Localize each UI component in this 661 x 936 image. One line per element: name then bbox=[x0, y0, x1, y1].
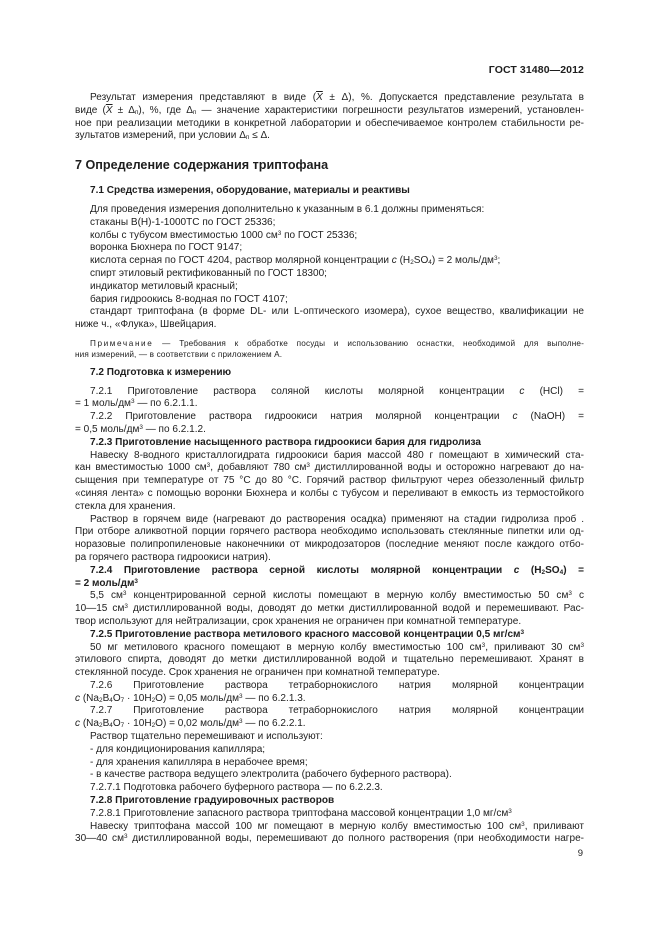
section-7-1: 7.1 Средства измерения, оборудование, материалы и реактивы Для проведения измерения дополнительно к указанным в 6.1 должны применяться: стаканы В(Н)-1-1000ТС по ГОСТ 25336; колбы с тубусом вместимостью 1000 $см^3$ по ГОСТ 25336; воронка Бюхнера по ГОСТ 9147; кислота серная по ГОСТ 4204, раствор молярной концентрации c $(H_2SO_4) = 2$ моль/$дм^3$; спирт этиловый ректификованный по ГОСТ 18300; индикатор метиловый красный; бария гидроокись 8-водная по ГОСТ 4107; стандарт триптофана (в форме DL- или L-оптического изомера), сухое вещество, квалификации не ниже ч., «Флука», Швейцария. bbox=[75, 185, 584, 331]
list-item: - для кондиционирования капилляра; bbox=[90, 743, 266, 755]
list-item: бария гидроокись 8-водная по ГОСТ 4107; bbox=[90, 293, 288, 305]
list-item: стандарт триптофана (в форме DL- или L-оптического изомера), сухое вещество, квалификации не bbox=[90, 306, 584, 318]
list-item: кислота серная по ГОСТ 4204, раствор молярной концентрации c $(H_2SO_4) = 2$ моль/$дм^3$; bbox=[90, 255, 501, 267]
section-7-2-5-title: 7.2.5 Приготовление раствора метилового красного массовой концентрации 0,5 $мг/см^3$ bbox=[90, 628, 525, 640]
section-7-2: 7.2 Подготовка к измерению 7.2.1 Приготовление раствора соляной кислоты молярной концентрации c (HCl) = = 1 моль/$дм^3$ — по 6.2.1.1. 7.2.2 Приготовление раствора гидроокиси натрия молярной концентрации c (NaOH) = = 0,5 моль/$дм^3$ — по 6.2.1.2. 7.2.3 Приготовление насыщенного раствора гидроокиси бария для гидролиза Навеску 8-водного кристаллогидрата гидроокиси бария массой 480 г помещают в химический ста- кан вместимостью 1000 $см^3$, добавляют 780 $см^3$ дистиллированной воды и осторожно нагревают до на- сыщения при температуре от 75 °С до 80 °С. Горячий раствор фильтруют через обеззоленный фильтр «синяя лента» с помощью воронки Бюхнера и колбы с тубусом и переливают в емкость из термостойкого стекла для хранения. Раствор в горячем виде (нагревают до растворения осадка) применяют на стадии гидролиза проб . При отборе аликвотной порции горячего раствора необходимо использовать стеклянные пипетки или од- норазовые полипропиленовые наконечники от микродозаторов (последние меняют после каждого отбо- ра горячего раствора гидроокиси натрия). 7.2.4 Приготовление раствора серной кислоты молярной концентрации c $(H_2SO_4)$ = = 2 моль/$дм^3$ 5,5 $см^3$ концентрированной серной кислоты помещают в мерную колбу вместимостью 50 $см^3$ с 10—15 $см^3$ дистиллированной воды, доводят до метки дистиллированной водой и перемешивают. Рас- твор используют для нейтрализации, срок хранения не ограничен при комнатной температуре. 7.2.5 Приготовление раствора метилового красного массовой концентрации 0,5 $мг/см^3$ 50 мг метилового красного помещают в мерную колбу вместимостью 100 $см^3$, приливают 30 $см^3$ этилового спирта, доводят до метки дистиллированной водой и тщательно перемешивают. Хранят в стеклянной посуде. Срок хранения не ограничен при комнатной температуре. 7.2.6 Приготовление раствора тетраборнокислого натрия молярной концентрации c $(Na_2B_4O_7 \cdot 10H_2O) = 0,05$ моль/$дм^3$ — по 6.2.1.3. 7.2.7 Приготовление раствора тетраборнокислого натрия молярной концентрации c $(Na_2B_4O_7 \cdot 10H_2O) = 0,02$ моль/$дм^3$ — по 6.2.2.1. Раствор тщательно перемешивают и используют: - для кондиционирования капилляра; - для хранения капилляра в нерабочее время; - в качестве раствора ведущего электролита (рабочего буферного раствора). 7.2.7.1 Подготовка рабочего буферного раствора — по 6.2.2.3. 7.2.8 Приготовление градуировочных растворов 7.2.8.1 Приготовление запасного раствора триптофана массовой концентрации 1,0 $мг/см^3$ Навеску триптофана массой 100 мг помещают в мерную колбу вместимостью 100 $см^3$, приливают 30—40 $см^3$ дистиллированной воды, перемешивают до полного растворения (при необходимости нагре- bbox=[75, 366, 584, 845]
document-header: ГОСТ 31480—2012 bbox=[488, 64, 584, 76]
list-item: индикатор метиловый красный; bbox=[90, 280, 238, 292]
note-label: Примечание bbox=[90, 338, 154, 348]
section-7-2-3-title: 7.2.3 Приготовление насыщенного раствора гидроокиси бария для гидролиза bbox=[90, 436, 481, 448]
list-item: - в качестве раствора ведущего электролита (рабочего буферного раствора). bbox=[90, 769, 452, 781]
section-7-2-4-title: 7.2.4 Приготовление раствора серной кислоты молярной концентрации c $(H_2SO_4)$ = bbox=[90, 564, 584, 576]
intro-paragraph: Результат измерения представляют в виде $(\overline{X} \pm \Delta)$, %. Допускается представление результата в виде $(\overline{X} \pm \Delta_п)$, %, где $\Delta_п$ — значение характеристики погрешности результатов измерений, установлен- ное при реализации методики в конкретной лаборатории и обеспечиваемое контролем стабильности ре- зультатов измерений, при условии $\Delta_п \le \Delta$. bbox=[75, 92, 585, 142]
page-number: 9 bbox=[577, 848, 583, 859]
note: Примечание — Требования к обработке посуды и использованию оснастки, необходимой для выполне- ния измерений, — в соответствии с приложением А. bbox=[75, 338, 584, 360]
list-item: стаканы В(Н)-1-1000ТС по ГОСТ 25336; bbox=[90, 216, 276, 228]
section-7-2-title: 7.2 Подготовка к измерению bbox=[90, 366, 232, 378]
section-7-1-title: 7.1 Средства измерения, оборудование, материалы и реактивы bbox=[90, 185, 410, 197]
section-7-title: 7 Определение содержания триптофана bbox=[75, 158, 329, 173]
list-item: воронка Бюхнера по ГОСТ 9147; bbox=[90, 242, 243, 254]
document-body bbox=[75, 92, 584, 846]
list-item: - для хранения капилляра в нерабочее время; bbox=[90, 756, 308, 768]
list-item: спирт этиловый ректификованный по ГОСТ 18300; bbox=[90, 267, 327, 279]
section-7-2-8-title: 7.2.8 Приготовление градуировочных растворов bbox=[90, 795, 335, 807]
list-item: колбы с тубусом вместимостью 1000 $см^3$ по ГОСТ 25336; bbox=[90, 229, 358, 241]
